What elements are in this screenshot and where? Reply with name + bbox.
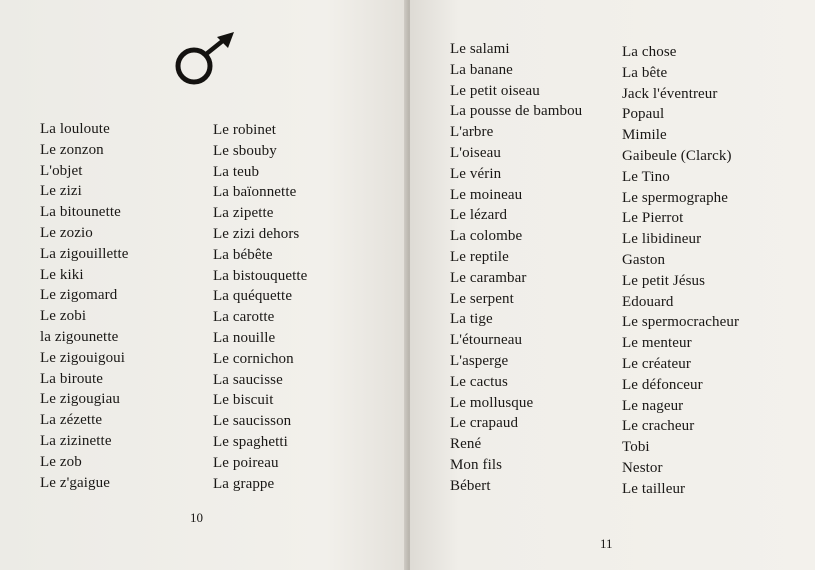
list-item: Le kiki <box>40 266 84 283</box>
list-item: La quéquette <box>213 288 293 305</box>
list-item: L'étourneau <box>450 332 523 349</box>
list-item: Le reptile <box>450 248 509 265</box>
list-item: La zigouillette <box>40 245 129 262</box>
list-item: Tobi <box>622 439 650 456</box>
list-item: La bistouquette <box>213 267 308 284</box>
list-item: Jack l'éventreur <box>622 85 718 102</box>
list-item: Le salami <box>450 41 510 57</box>
list-item: Le vérin <box>450 165 502 182</box>
list-item: La bête <box>622 64 668 81</box>
list-item: La nouille <box>213 329 276 346</box>
list-item: Le sbouby <box>213 142 277 159</box>
list-item: Le zigouigoui <box>40 349 126 366</box>
list-item: La zipette <box>213 205 274 222</box>
list-item: Le zizi dehors <box>213 225 300 242</box>
list-item: Le spaghetti <box>213 433 288 450</box>
list-item: Bébert <box>450 477 491 494</box>
list-item: Le mollusque <box>450 394 534 411</box>
list-item: Le menteur <box>622 335 692 352</box>
list-item: La tige <box>450 311 493 328</box>
list-item: Le petit Jésus <box>622 272 706 289</box>
list-item: Le biscuit <box>213 392 274 409</box>
male-symbol-icon <box>172 30 236 88</box>
list-item: Nestor <box>622 459 663 476</box>
list-item: Le créateur <box>622 355 691 372</box>
list-item: L'asperge <box>450 352 509 369</box>
list-item: Le Tino <box>622 168 670 185</box>
list-item: La baïonnette <box>213 184 297 201</box>
list-item: René <box>450 436 482 453</box>
list-item: La chose <box>622 44 677 60</box>
list-item: Le zobi <box>40 308 87 325</box>
list-item: Gaston <box>622 251 666 268</box>
list-item: Le zonzon <box>40 141 104 158</box>
list-item: Le zozio <box>40 224 93 241</box>
list-item: Le petit oiseau <box>450 82 540 99</box>
list-item: Le poireau <box>213 454 279 471</box>
list-item: La teub <box>213 163 260 180</box>
list-item: Le cracheur <box>622 418 695 435</box>
list-item: Le crapaud <box>450 415 519 432</box>
list-item: La zizinette <box>40 432 112 449</box>
list-item: Le libidineur <box>622 231 702 248</box>
list-item: Le zizi <box>40 183 82 200</box>
name-list-column-2 <box>213 120 307 494</box>
list-item: Le zob <box>40 453 82 470</box>
list-item: L'oiseau <box>450 144 501 161</box>
list-item: L'objet <box>40 162 83 179</box>
name-list-column-4 <box>622 42 739 500</box>
list-item: Le robinet <box>213 122 277 138</box>
list-item: La zézette <box>40 412 103 429</box>
right-page <box>410 0 815 570</box>
list-item: Le zigomard <box>40 287 118 304</box>
list-item: Le cornichon <box>213 350 294 367</box>
list-item: Le spermographe <box>622 189 729 206</box>
list-item: Gaibeule (Clarck) <box>622 147 732 164</box>
list-item: Le nageur <box>622 397 684 414</box>
list-item: la zigounette <box>40 328 119 345</box>
list-item: La biroute <box>40 370 104 387</box>
list-item: Le saucisson <box>213 413 292 430</box>
list-item: La banane <box>450 61 513 78</box>
list-item: Popaul <box>622 106 665 123</box>
list-item: Edouard <box>622 293 674 310</box>
list-item: Le carambar <box>450 269 527 286</box>
name-list-column-3 <box>450 39 582 497</box>
list-item: Le Pierrot <box>622 210 684 227</box>
list-item: Le serpent <box>450 290 514 307</box>
page-number-right: 11 <box>600 536 613 551</box>
list-item: Le cactus <box>450 373 508 390</box>
list-item: Le lézard <box>450 207 508 224</box>
list-item: Mimile <box>622 127 667 144</box>
list-item: La pousse de bambou <box>450 103 583 120</box>
list-item: La bitounette <box>40 204 121 221</box>
list-item: Le zigougiau <box>40 391 120 408</box>
list-item: Le moineau <box>450 186 523 203</box>
list-item: L'arbre <box>450 124 494 141</box>
list-item: La colombe <box>450 228 523 245</box>
list-item: La carotte <box>213 309 275 326</box>
list-item: Le z'gaigue <box>40 474 111 491</box>
list-item: Mon fils <box>450 456 503 473</box>
list-item: La bébête <box>213 246 273 263</box>
list-item: La saucisse <box>213 371 283 388</box>
list-item: Le défonceur <box>622 376 703 393</box>
list-item: La grappe <box>213 475 275 492</box>
list-item: Le tailleur <box>622 480 686 497</box>
list-item: La louloute <box>40 121 110 137</box>
page-number-left: 10 <box>190 510 203 525</box>
list-item: Le spermocracheur <box>622 314 740 331</box>
name-list-column-1 <box>40 119 129 493</box>
